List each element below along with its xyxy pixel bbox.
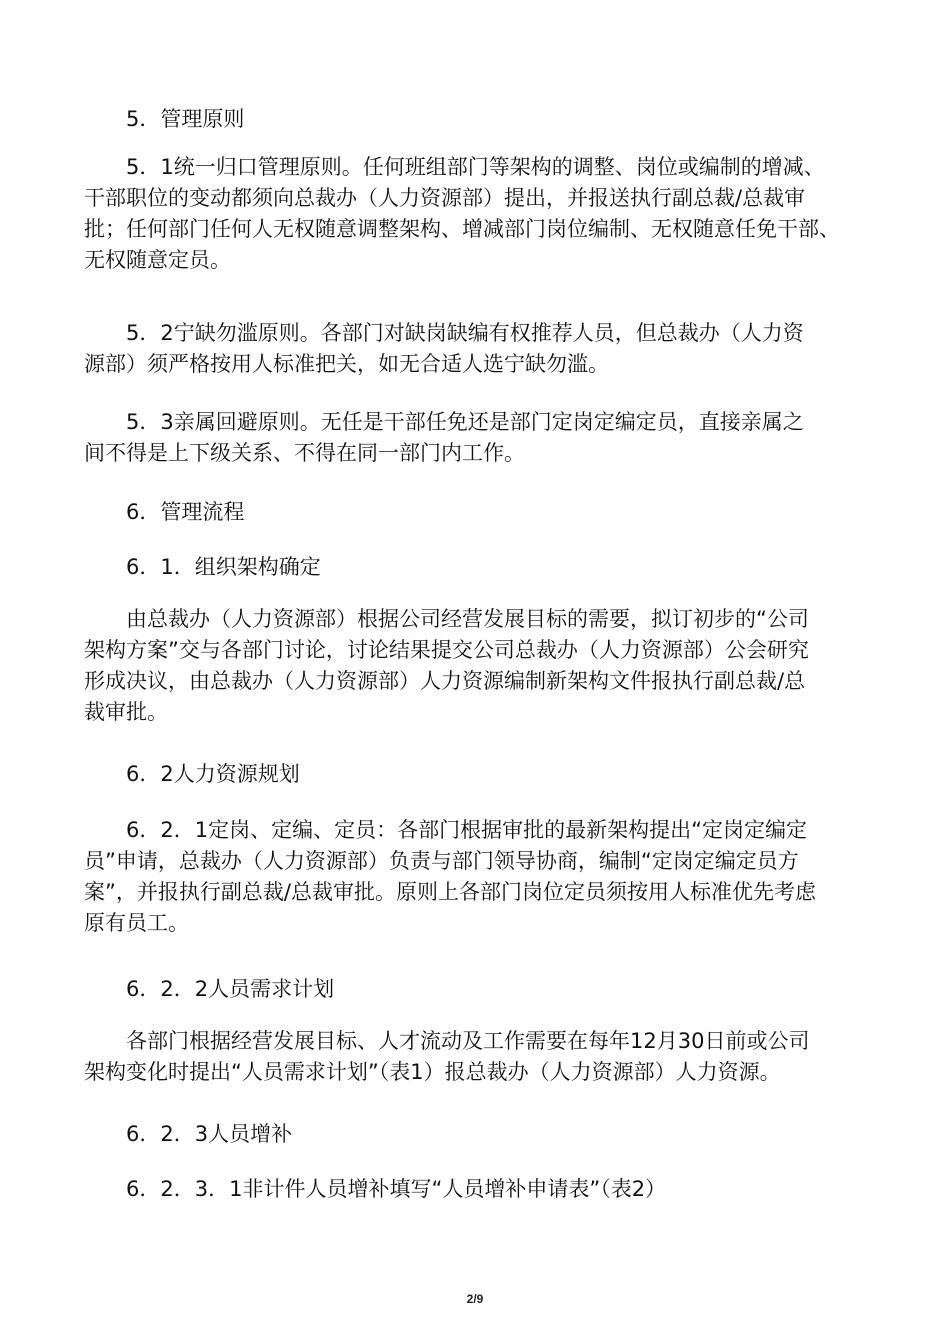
text-line: 5．1统一归口管理原则。任何班组部门等架构的调整、岗位或编制的增减、 [126,155,825,179]
text-line: 裁审批。 [84,700,168,724]
heading-section-6-2-3-1 [84,1174,874,1205]
text-line: 6．1．组织架构确定 [126,555,321,579]
paragraph-5-1 [84,152,874,276]
text-line: 6．2人力资源规划 [126,762,300,786]
paragraph-5-2 [84,318,874,380]
heading-section-6 [84,497,874,528]
text-line: 形成决议，由总裁办（人力资源部）人力资源编制新架构文件报执行副总裁/总 [84,669,806,693]
text-line: 5．2宁缺勿滥原则。各部门对缺岗缺编有权推荐人员，但总裁办（人力资 [126,321,804,345]
paragraph-6-2-2 [84,1026,874,1088]
paragraph-5-3 [84,407,874,469]
text-line: 员”申请，总裁办（人力资源部）负责与部门领导协商，编制“定岗定编定员方 [84,849,799,873]
text-line: 6．2．2人员需求计划 [126,977,335,1001]
text-line: 源部）须严格按用人标准把关，如无合适人选宁缺勿滥。 [84,352,609,376]
text-line: 间不得是上下级关系、不得在同一部门内工作。 [84,441,525,465]
text-line: 5．3亲属回避原则。无任是干部任免还是部门定岗定编定员，直接亲属之 [126,410,804,434]
heading-section-6-2-2 [84,974,874,1005]
text-line: 6．2．1定岗、定编、定员：各部门根据审批的最新架构提出“定岗定编定 [126,818,807,842]
text-line: 各部门根据经营发展目标、人才流动及工作需要在每年12月30日前或公司 [126,1029,810,1053]
text-line: 5．管理原则 [126,107,245,131]
text-line: 原有员工。 [84,911,189,935]
heading-section-6-2 [84,759,874,790]
paragraph-6-1 [84,604,874,728]
heading-section-6-1 [84,552,874,583]
heading-section-5 [84,104,874,135]
text-line: 6．2．3．1非计件人员增补填写“人员增补申请表”（表2） [126,1177,667,1201]
text-line: 架构变化时提出“人员需求计划”（表1）报总裁办（人力资源部）人力资源。 [84,1060,781,1084]
heading-section-6-2-3 [84,1119,874,1150]
text-line: 案”，并报执行副总裁/总裁审批。原则上各部门岗位定员须按用人标准优先考虑 [84,880,816,904]
text-line: 批；任何部门任何人无权随意调整架构、增减部门岗位编制、无权随意任免干部、 [84,217,840,241]
page-number: 2/9 [466,1292,484,1306]
text-line: 6．2．3人员增补 [126,1122,293,1146]
text-line: 由总裁办（人力资源部）根据公司经营发展目标的需要，拟订初步的“公司 [126,607,809,631]
text-line: 6．管理流程 [126,500,245,524]
text-line: 无权随意定员。 [84,248,231,272]
paragraph-6-2-1 [84,815,874,939]
text-line: 干部职位的变动都须向总裁办（人力资源部）提出，并报送执行副总裁/总裁审 [84,186,806,210]
text-line: 架构方案”交与各部门讨论，讨论结果提交公司总裁办（人力资源部）公会研究 [84,638,809,662]
